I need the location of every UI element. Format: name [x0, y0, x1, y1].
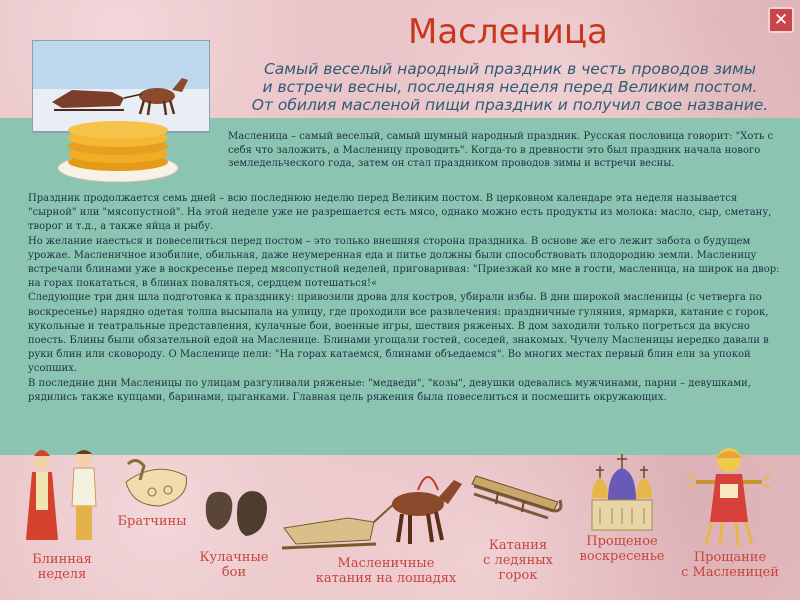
sled-icon[interactable]	[468, 464, 568, 530]
nav-label-line: с Масленицей	[681, 565, 779, 580]
nav-label-line: Катания	[488, 538, 548, 553]
nav-label-line: катания на лошадях	[315, 571, 457, 586]
nav-label-line: бои	[221, 565, 247, 580]
nav-label-line: горок	[498, 568, 538, 583]
subtitle-line: и встречи весны, последняя неделя перед Великим постом.	[262, 78, 758, 96]
horse-sleigh-icon[interactable]	[278, 458, 468, 558]
nav-label-line: с ледяных	[483, 553, 553, 568]
folk-couple-icon[interactable]	[20, 440, 108, 548]
subtitle-line: Самый веселый народный праздник в честь проводов зимы	[263, 60, 757, 78]
article-paragraph: Следующие три дня шла подготовка к празднику: привозили дрова для костров, убирали избы. В дни широкой масленицы (с четверга по воскресенье) нарядно одетая толпа высыпала на улицу, где проходили все развлечения: праздничные гуляния, ярмарки, катание с горок, кукольные и театральные представления, кулачные бои, военные игры, шествия ряженых. В дом заходили только погреться да вкусно поесть. Блины были обязательной едой на Масленице. Блинами угощали гостей, соседей, знакомых. Чучелу Масленицы нередко давали в руки блин или сковороду. О Масленице пели: "На горах катаемся, блинами объедаемся". Во многих местах первый блин ели за упокой усопших.	[28, 292, 769, 375]
nav-label-line: Кулачные	[199, 550, 269, 565]
nav-label-line: неделя	[37, 567, 87, 582]
nav-kataniya-gorok-label[interactable]	[478, 538, 558, 583]
nav-label-line: Прощеное	[586, 534, 658, 549]
page-title: Масленица	[408, 12, 608, 52]
article-paragraph: В последние дни Масленицы по улицам разгуливали ряженые: "медведи", "козы", девушки одевались мужчинами, парни – девушками, рядились также купцами, баринами, цыганками. Главная цель ряжения была повеселиться и посмешить окружающих.	[28, 377, 752, 403]
article-paragraph: Но желание наесться и повеселиться перед постом – это только внешняя сторона праздника. В основе же его лежит забота о будущем урожае. Масленичное изобилие, обильная, даже неумеренная еда и питье должны были способствовать плодородию земли. Масленицу встречали блинами уже в воскресенье перед мясопустной неделей, приговаривая: "Приезжай ко мне в гости, масленица, на широк на двор: на горах покататься, в блинах поваляться, сердцем потешаться!«	[28, 235, 780, 290]
nav-label-line: Блинная	[32, 552, 92, 567]
nav-blinnaya-label[interactable]	[22, 552, 102, 582]
pancakes-troika-picture	[32, 40, 210, 190]
close-button[interactable]: ✕	[768, 7, 794, 33]
nav-proshchenoe-label[interactable]	[570, 534, 674, 564]
article-body	[28, 192, 780, 405]
bratchina-bowl-icon[interactable]	[116, 454, 196, 512]
fist-mittens-icon[interactable]	[200, 482, 272, 544]
subtitle-line: От обилия масленой пищи праздник и получил свое название.	[251, 96, 769, 114]
nav-kataniya-loshad-label[interactable]	[306, 556, 466, 586]
maslenitsa-effigy-icon[interactable]	[686, 444, 772, 548]
page-subtitle	[220, 60, 800, 114]
nav-label-line: Масленичные	[337, 556, 435, 571]
church-domes-icon[interactable]	[586, 452, 658, 534]
nav-label-line: Братчины	[117, 514, 187, 529]
intro-text: Масленица – самый веселый, самый шумный народный праздник. Русская пословица говорит: "Хоть с себя что заложить, а Масленицу проводить". Когда-то в древности это был праздник начала нового земледельческого года, затем он стал праздником проводов зимы и встречи весны.	[228, 131, 774, 170]
nav-label-line: Прощание	[693, 550, 767, 565]
nav-label-line: воскресенье	[579, 549, 665, 564]
article-paragraph: Праздник продолжается семь дней – всю последнюю неделю перед Великим постом. В церковном календаре эта неделя называется "сырной" или "мясопустной". На этой неделе уже не разрешается есть мясо, однако можно есть продукты из молока: масло, сыр, сметану, творог и т.д., а также яйца и рыбу.	[28, 193, 772, 233]
nav-kulachnye-label[interactable]	[188, 550, 280, 580]
nav-bratchiny-label[interactable]	[112, 514, 192, 529]
nav-proshchanie-label[interactable]	[672, 550, 788, 580]
